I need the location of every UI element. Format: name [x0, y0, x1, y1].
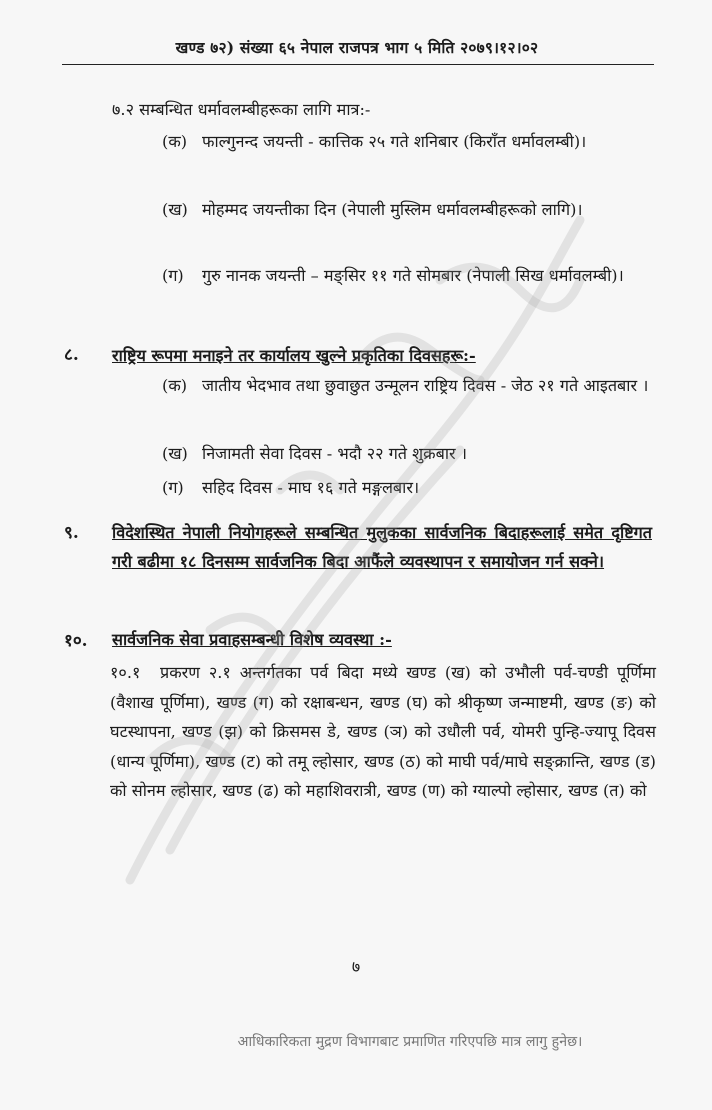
item-text: फाल्गुनन्द जयन्ती - कात्तिक २५ गते शनिबार (किराँत धर्मावलम्बी)।	[202, 132, 587, 151]
header-rule	[62, 64, 654, 65]
section-9-text: विदेशस्थित नेपाली नियोगहरूले सम्बन्धित मुलुकका सार्वजनिक बिदाहरूलाई समेत दृष्टिगत गरी बढीमा १८ दिनसम्म सार्वजनिक बिदा आफैंले व्यवस्थापन र समायोजन गर्न सक्ने।	[112, 523, 652, 571]
section-8-title: राष्ट्रिय रूपमा मनाइने तर कार्यालय खुल्ने प्रकृतिका दिवसहरू:-	[112, 346, 476, 365]
subsection-7-2-heading: ७.२ सम्बन्धित धर्मावलम्बीहरूका लागि मात्र:-	[112, 100, 371, 119]
list-item	[162, 128, 652, 156]
item-label: (क)	[162, 132, 188, 151]
item-label: (ग)	[162, 478, 184, 497]
item-text: जातीय भेदभाव तथा छुवाछुत उन्मूलन राष्ट्रिय दिवस - जेठ २१ गते आइतबार ।	[202, 376, 649, 395]
section-9-number: ९.	[64, 523, 79, 543]
item-label: (ख)	[162, 444, 188, 463]
item-label: (ग)	[162, 266, 184, 285]
list-item	[162, 474, 652, 502]
item-text: निजामती सेवा दिवस - भदौ २२ गते शुक्रबार ।	[202, 444, 467, 463]
section-8-number: ८.	[64, 345, 79, 365]
paragraph-number: १०.१	[110, 663, 141, 682]
list-item	[162, 196, 652, 224]
gazette-header: खण्ड ७२) संख्या ६५ नेपाल राजपत्र भाग ५ मिति २०७९।१२।०२	[175, 38, 539, 57]
list-item	[162, 440, 652, 468]
list-item	[162, 262, 652, 290]
section-10-title: सार्वजनिक सेवा प्रवाहसम्बन्धी विशेष व्यवस्था :-	[112, 630, 392, 649]
item-text: गुरु नानक जयन्ती – मङ्सिर ११ गते सोमबार (नेपाली सिख धर्मावलम्बी)।	[202, 266, 624, 285]
item-label: (क)	[162, 376, 188, 395]
list-item	[162, 372, 652, 400]
page-number: ७	[351, 957, 361, 976]
paragraph-10-1	[110, 658, 656, 806]
section-10-number: १०.	[64, 631, 88, 651]
item-text: सहिद दिवस - माघ १६ गते मङ्गलबार।	[202, 478, 420, 497]
paragraph-text: प्रकरण २.१ अन्तर्गतका पर्व बिदा मध्ये खण्ड (ख) को उभौली पर्व-चण्डी पूर्णिमा (वैशाख पूर्णिमा), खण्ड (ग) को रक्षाबन्धन, खण्ड (घ) को श्रीकृष्ण जन्माष्टमी, खण्ड (ङ) को घटस्थापना, खण्ड (झ) को क्रिसमस डे, खण्ड (ञ) को उधौली पर्व, योमरी पुन्हि-ज्यापू दिवस (धान्य पूर्णिमा), खण्ड (ट) को तमू ल्होसार, खण्ड (ठ) को माघी पर्व/माघे सङ्क्रान्ति, खण्ड (ड) को सोनम ल्होसार, खण्ड (ढ) को महाशिवरात्री, खण्ड (ण) को ग्याल्पो ल्होसार, खण्ड (त) को	[110, 663, 656, 800]
item-label: (ख)	[162, 200, 188, 219]
item-text: मोहम्मद जयन्तीका दिन (नेपाली मुस्लिम धर्मावलम्बीहरूको लागि)।	[202, 200, 583, 219]
footer-note: आधिकारिकता मुद्रण विभागबाट प्रमाणित गरिएपछि मात्र लागु हुनेछ।	[237, 1034, 583, 1050]
